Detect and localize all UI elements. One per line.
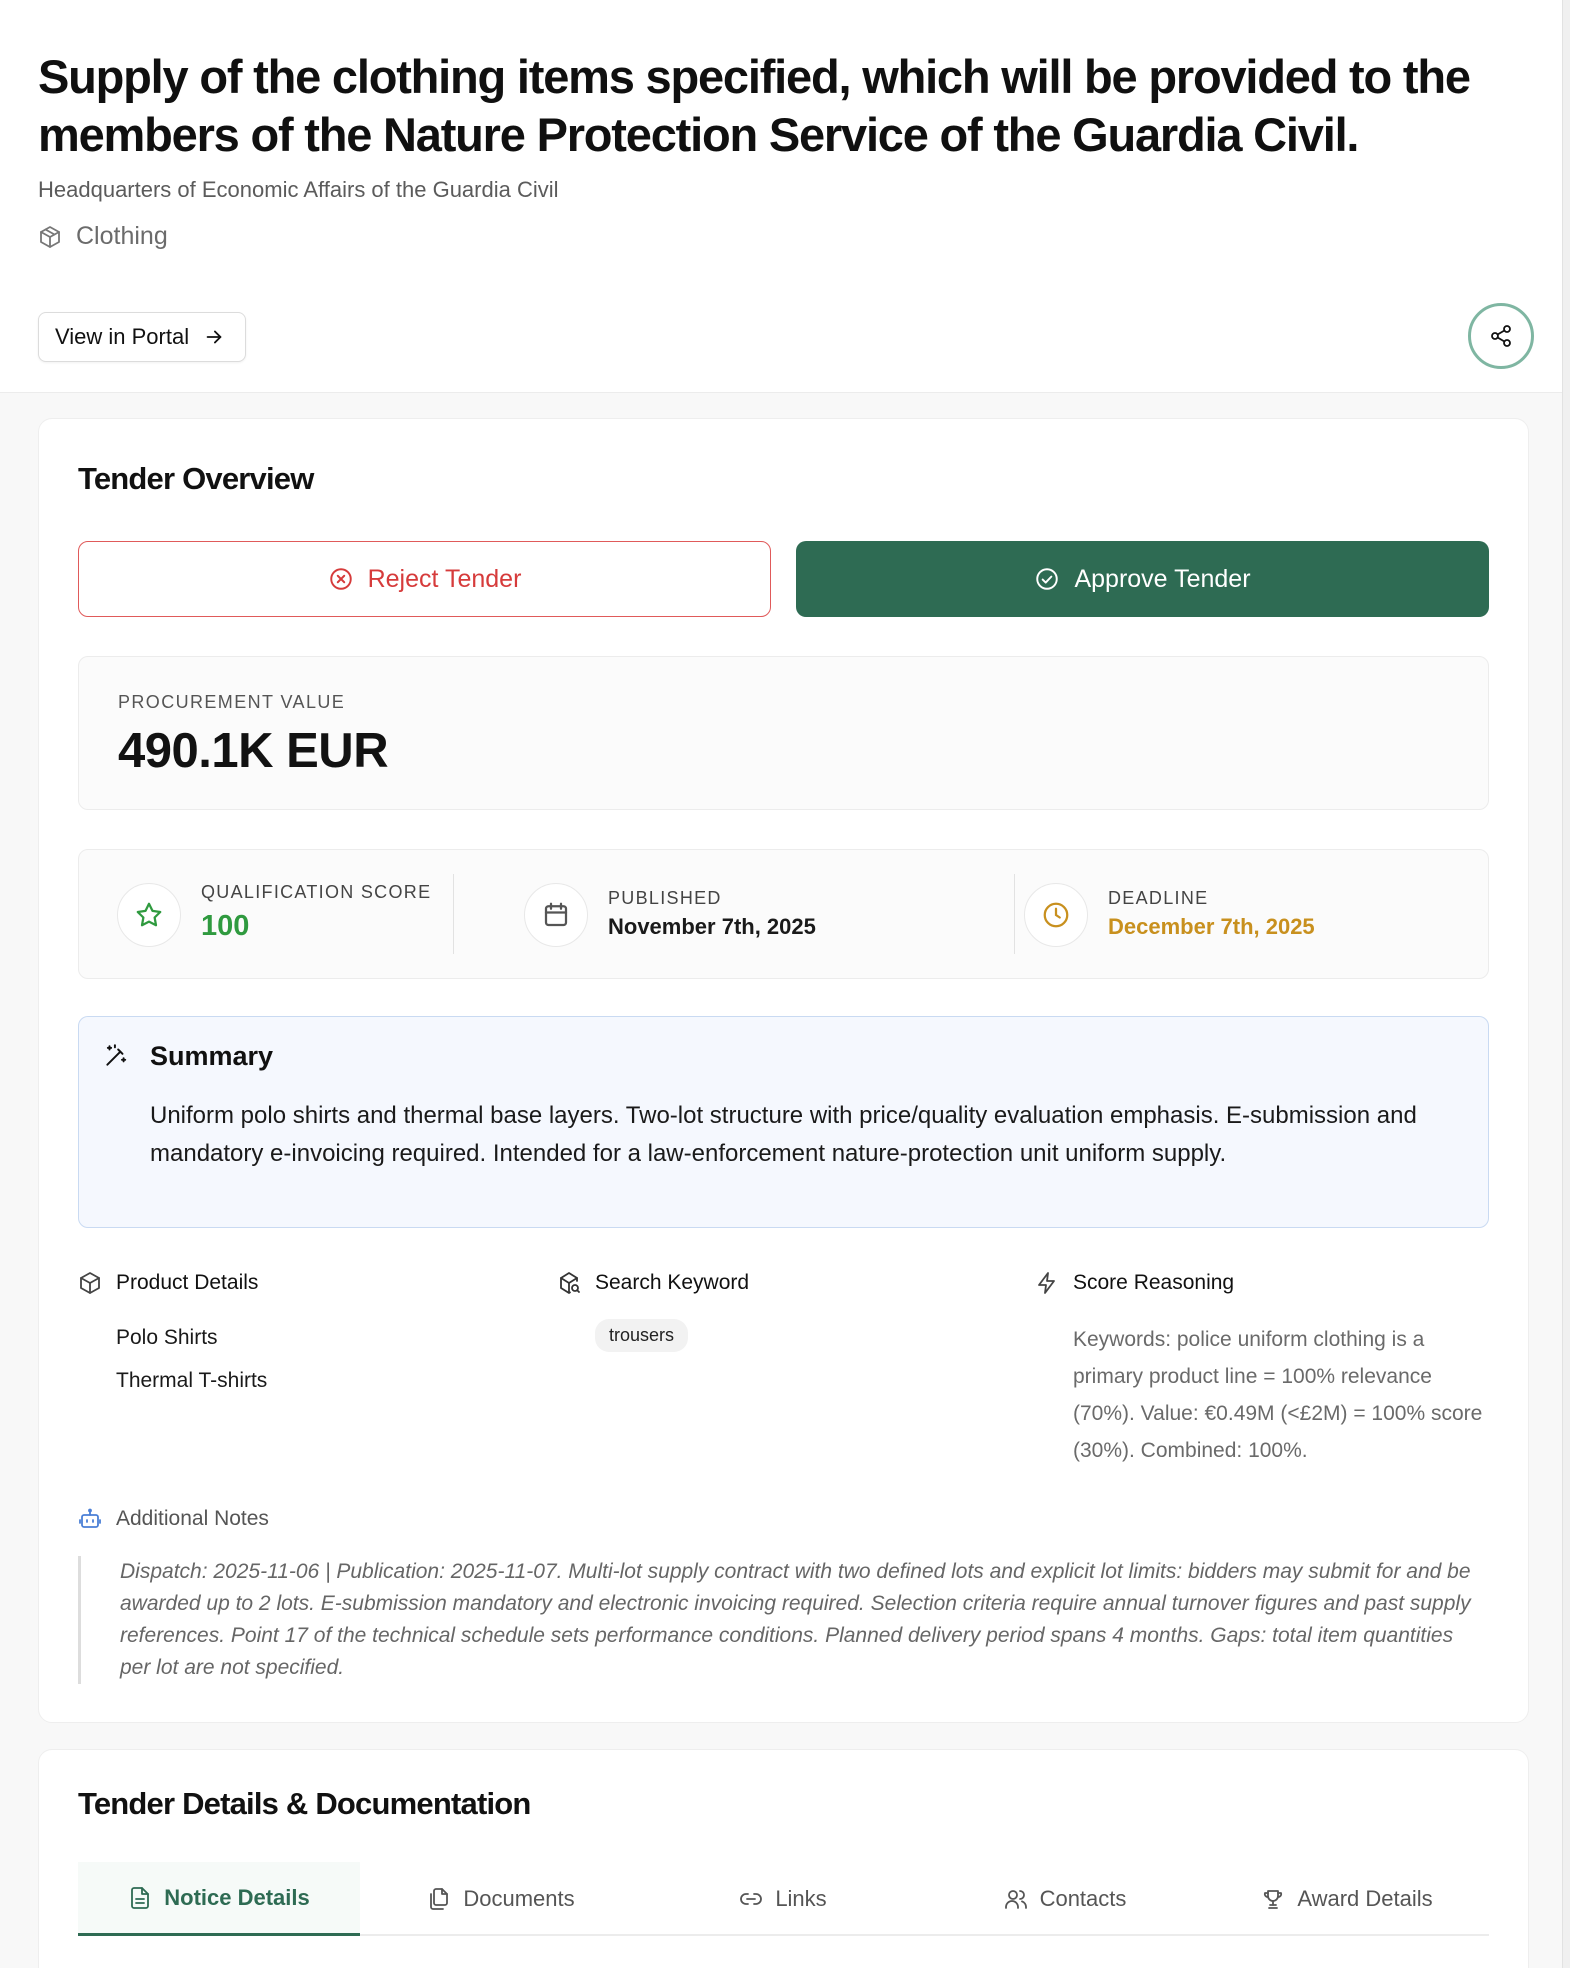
tab-links[interactable] xyxy=(642,1862,924,1936)
tender-header xyxy=(0,0,1570,393)
page-title: Supply of the clothing items specified, which will be provided to the members of the Nature Protection Service of the Guardia Civil. xyxy=(38,50,1470,161)
files-icon xyxy=(427,1887,451,1911)
search-keyword-header xyxy=(557,1271,1017,1295)
clock-icon xyxy=(1041,900,1071,930)
contracting-authority: Headquarters of Economic Affairs of the Guardia Civil xyxy=(38,177,559,202)
score-reasoning-section xyxy=(1035,1271,1495,1462)
qualification-score-value: 100 xyxy=(201,910,250,942)
users-icon xyxy=(1004,1887,1028,1911)
tab-notice-details[interactable] xyxy=(78,1862,360,1936)
check-circle-icon xyxy=(1034,566,1060,592)
reject-tender-label: Reject Tender xyxy=(367,564,522,593)
stat-divider xyxy=(1014,874,1015,954)
product-list xyxy=(116,1323,267,1409)
additional-notes-title: Additional Notes xyxy=(116,1507,269,1530)
magic-wand-icon xyxy=(103,1043,129,1069)
search-keyword-title: Search Keyword xyxy=(595,1271,750,1294)
additional-notes-text: Dispatch: 2025-11-06 | Publication: 2025-11-07. Multi-lot supply contract with two defined lots and explicit lot limits: bidders may submit for and be awarded up to 2 lots. E-submission mandatory and electronic invoicing required. Selection criteria require annual turnover figures and past supply references. Point 17 of the technical schedule sets performance conditions. Planned delivery period spans 4 months. Gaps: total item quantities per lot are not specified. xyxy=(78,1556,1489,1684)
package-search-icon xyxy=(557,1271,581,1295)
tab-label: Award Details xyxy=(1297,1886,1433,1911)
tab-label: Contacts xyxy=(1039,1886,1127,1911)
package-icon xyxy=(78,1271,102,1295)
x-circle-icon xyxy=(328,566,354,592)
score-reasoning-text: Keywords: police uniform clothing is a primary product line = 100% relevance (70%). Value: €0.49M (<£2M) = 100% score (30%). Combined: 100%. xyxy=(1073,1328,1483,1462)
link-icon xyxy=(739,1887,763,1911)
search-keyword-section xyxy=(557,1271,1017,1345)
star-icon-badge xyxy=(117,883,181,947)
package-icon xyxy=(38,225,62,249)
share-button[interactable] xyxy=(1468,303,1534,369)
tab-contacts[interactable] xyxy=(924,1862,1206,1936)
tab-documents[interactable] xyxy=(360,1862,642,1936)
details-title: Tender Details & Documentation xyxy=(78,1786,531,1821)
stat-divider xyxy=(453,874,454,954)
product-details-section xyxy=(78,1271,538,1392)
lightning-icon xyxy=(1035,1271,1059,1295)
share-icon xyxy=(1489,324,1513,348)
summary-title: Summary xyxy=(150,1041,274,1071)
category-label: Clothing xyxy=(76,222,168,250)
tab-label: Documents xyxy=(463,1886,575,1911)
detail-columns xyxy=(78,1271,1489,1491)
bot-icon xyxy=(78,1507,102,1531)
deadline-label: DEADLINE xyxy=(1108,888,1209,908)
file-text-icon xyxy=(128,1886,152,1910)
tab-award-details[interactable] xyxy=(1206,1862,1488,1936)
summary-box xyxy=(78,1016,1489,1228)
procurement-value-label: PROCUREMENT VALUE xyxy=(118,692,346,712)
overview-title: Tender Overview xyxy=(78,461,314,496)
qualification-score-label: QUALIFICATION SCORE xyxy=(201,882,432,902)
details-tabs xyxy=(78,1862,1489,1936)
calendar-icon-badge xyxy=(524,883,588,947)
star-icon xyxy=(134,900,164,930)
view-in-portal-button[interactable] xyxy=(38,312,246,362)
view-in-portal-label: View in Portal xyxy=(55,324,190,349)
published-stat xyxy=(549,850,1019,980)
calendar-icon xyxy=(541,900,571,930)
score-reasoning-header xyxy=(1035,1271,1495,1295)
stats-row xyxy=(78,849,1489,979)
approve-tender-button[interactable] xyxy=(796,541,1489,617)
procurement-value-box xyxy=(78,656,1489,810)
product-item: Polo Shirts xyxy=(116,1326,218,1349)
score-reasoning-title: Score Reasoning xyxy=(1073,1271,1235,1294)
approve-tender-label: Approve Tender xyxy=(1074,564,1251,593)
summary-text: Uniform polo shirts and thermal base layers. Two-lot structure with price/quality evaluation emphasis. E-submission and mandatory e-invoicing required. Intended for a law-enforcement nature-protection unit uniform supply. xyxy=(150,1102,1417,1167)
product-details-header xyxy=(78,1271,538,1295)
additional-notes-header xyxy=(78,1507,269,1531)
tender-details-card xyxy=(38,1749,1529,1968)
deadline-stat xyxy=(1019,850,1489,980)
deadline-value: December 7th, 2025 xyxy=(1108,914,1315,939)
tab-label: Notice Details xyxy=(164,1884,310,1910)
tab-label: Links xyxy=(775,1886,827,1911)
arrow-right-icon xyxy=(203,326,225,348)
page-scrollbar[interactable] xyxy=(1562,0,1570,1968)
decision-buttons xyxy=(78,541,1489,617)
product-item: Thermal T-shirts xyxy=(116,1369,268,1392)
tender-overview-card xyxy=(38,418,1529,1723)
published-value: November 7th, 2025 xyxy=(608,914,816,939)
published-label: PUBLISHED xyxy=(608,888,722,908)
clock-icon-badge xyxy=(1024,883,1088,947)
procurement-value: 490.1K EUR xyxy=(118,724,389,778)
qualification-score-stat xyxy=(79,850,549,980)
product-details-title: Product Details xyxy=(116,1271,259,1294)
trophy-icon xyxy=(1261,1887,1285,1911)
category-tag xyxy=(38,222,168,251)
reject-tender-button[interactable] xyxy=(78,541,771,617)
keyword-chip: trousers xyxy=(595,1319,688,1352)
